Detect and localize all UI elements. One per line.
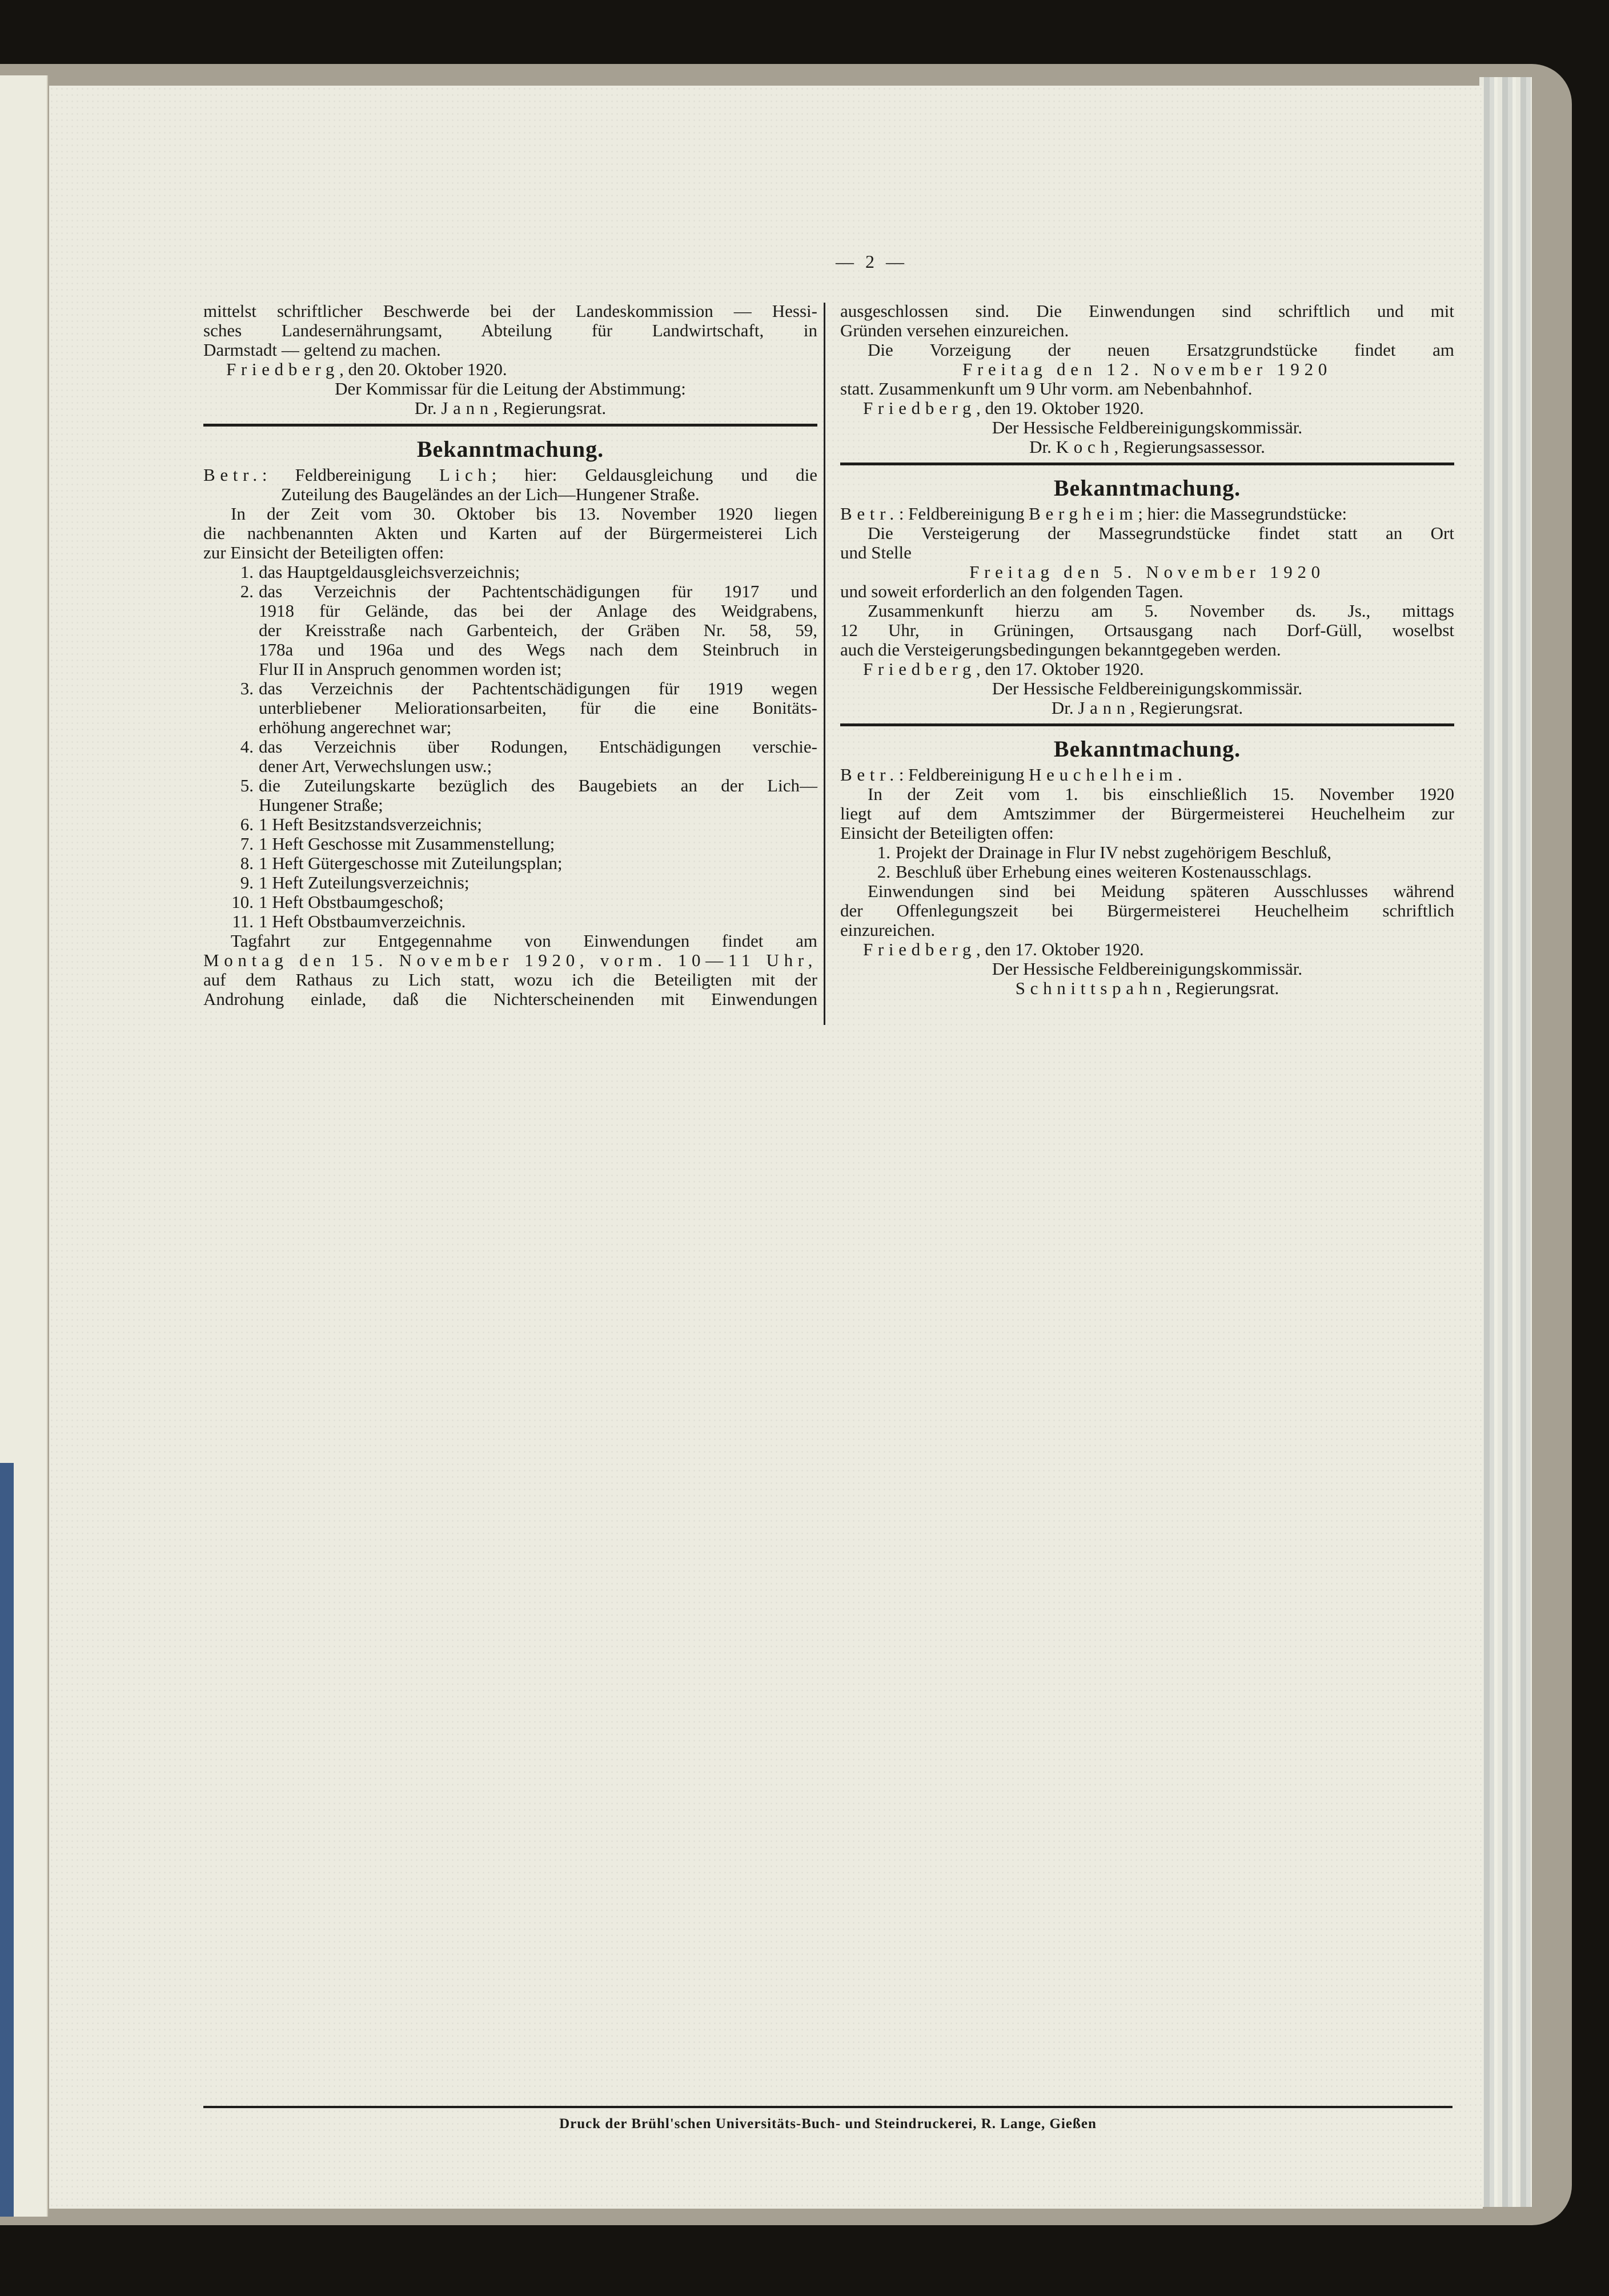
text-line: Der Hessische Feldbereinigungskommissär. — [992, 678, 1303, 698]
text-segment: Schnittspahn — [1015, 978, 1167, 998]
text-line: einzureichen. — [840, 920, 936, 940]
list-item — [203, 737, 817, 776]
text-segment: Jann — [441, 398, 493, 418]
text-segment: : Feldbereinigung — [262, 465, 440, 485]
text-line: auch die Versteigerungsbedingungen bekanntgegeben werden. — [840, 640, 1281, 660]
text-line: liegt auf dem Amtszimmer der Bürgermeisterei Heuchelheim zur — [840, 803, 1454, 823]
list-number: 6. — [240, 814, 254, 834]
section-rule — [203, 424, 817, 427]
text-line: auf dem Rathaus zu Lich statt, wozu ich die Beteiligten mit der — [203, 970, 817, 990]
list-number: 4. — [240, 737, 254, 757]
list-item — [840, 843, 1454, 862]
text-line: Einwendungen sind bei Meidung späteren Ausschlusses während — [868, 881, 1454, 901]
list-item — [203, 873, 817, 892]
binding-strip — [0, 1463, 14, 2217]
text-line: und Stelle — [840, 542, 912, 562]
text-segment: , Regierungsrat. — [493, 398, 607, 418]
text-line — [840, 765, 1454, 785]
signature-block — [840, 360, 1454, 379]
list-item — [203, 912, 817, 931]
paragraph — [840, 379, 1454, 399]
printer-imprint: Druck der Brühl'schen Universitäts-Buch- und Steindruckerei, R. Lange, Gießen — [559, 2116, 1097, 2132]
list-number: 10. — [231, 892, 254, 912]
text-line: die Zuteilungskarte bezüglich des Baugebiets an der Lich— — [259, 775, 817, 795]
text-segment: , Regierungsrat. — [1166, 978, 1279, 998]
signature-block — [840, 959, 1454, 998]
text-line — [840, 399, 1454, 418]
text-line: Die Versteigerung der Massegrundstücke findet statt an Ort — [868, 523, 1454, 543]
text-segment: Friedberg — [226, 359, 340, 379]
text-line — [840, 940, 1454, 959]
paragraph — [840, 340, 1454, 360]
text-line: zur Einsicht der Beteiligten offen: — [203, 542, 444, 562]
text-line: sches Landesernährungsamt, Abteilung für Landwirtschaft, in — [203, 320, 817, 340]
footer-rule — [203, 2106, 1452, 2108]
text-segment: Friedberg — [863, 939, 977, 959]
text-line: das Hauptgeldausgleichsverzeichnis; — [259, 562, 520, 582]
list-number: 9. — [240, 872, 254, 892]
text-segment: Betr. — [840, 504, 899, 524]
text-line: Darmstadt — geltend zu machen. — [203, 340, 441, 360]
text-line: Der Hessische Feldbereinigungskommissär. — [992, 959, 1303, 979]
text-line — [203, 951, 817, 970]
text-segment: Freitag den 5. November 1920 — [969, 562, 1325, 582]
list-item — [203, 679, 817, 737]
signature-block — [840, 418, 1454, 457]
text-line — [840, 504, 1454, 524]
list-item — [203, 834, 817, 854]
text-segment: Betr. — [203, 465, 262, 485]
notice-heading: Bekanntmachung. — [1053, 736, 1241, 762]
signature-block — [203, 379, 817, 418]
list-number: 7. — [240, 834, 254, 854]
text-line: Gründen versehen einzureichen. — [840, 320, 1069, 340]
list-number: 3. — [240, 678, 254, 698]
text-line: 1 Heft Besitzstandsverzeichnis; — [259, 814, 482, 834]
text-line: 1918 für Gelände, das bei der Anlage des Weidgrabens, — [259, 601, 817, 621]
text-line — [203, 465, 817, 485]
text-line: Androhung einlade, daß die Nichterscheinenden mit Einwendungen — [203, 989, 817, 1009]
text-segment: , den 19. Oktober 1920. — [976, 398, 1144, 418]
text-line: 178a und 196a und des Wegs nach dem Steinbruch in — [259, 640, 817, 660]
text-line: Die Vorzeigung der neuen Ersatzgrundstücke findet am — [868, 340, 1454, 360]
text-line — [840, 979, 1454, 998]
list-number: 2. — [877, 862, 890, 882]
text-line: erhöhung angerechnet war; — [259, 717, 452, 737]
paragraph — [203, 301, 817, 360]
text-line: Einsicht der Beteiligten offen: — [840, 823, 1054, 843]
list-item — [203, 776, 817, 815]
text-line — [840, 660, 1454, 679]
text-segment: Bergheim — [1029, 504, 1138, 524]
document-page — [49, 86, 1483, 2209]
text-line: 1 Heft Zuteilungsverzeichnis; — [259, 872, 470, 892]
text-line: Flur II in Anspruch genommen worden ist; — [259, 659, 562, 679]
text-line: Der Hessische Feldbereinigungskommissär. — [992, 417, 1303, 437]
dateline — [840, 399, 1454, 418]
text-segment: ; hier: die Massegrundstücke: — [1138, 504, 1347, 524]
text-segment: Lich — [439, 465, 492, 485]
text-segment: , Regierungsassessor. — [1114, 437, 1265, 457]
list-item — [203, 582, 817, 679]
right-column — [840, 301, 1454, 998]
text-segment: Betr. — [840, 765, 899, 785]
text-segment: , den 17. Oktober 1920. — [976, 939, 1144, 959]
text-segment: Jann — [1078, 698, 1130, 718]
text-line: die nachbenannten Akten und Karten auf der Bürgermeisterei Lich — [203, 523, 817, 543]
text-segment: Freitag den 12. November 1920 — [962, 359, 1332, 379]
list-item — [203, 892, 817, 912]
paragraph — [203, 504, 817, 562]
section-rule — [840, 463, 1454, 465]
paragraph — [840, 524, 1454, 562]
text-line — [840, 437, 1454, 457]
paragraph — [840, 882, 1454, 940]
text-line: das Verzeichnis über Rodungen, Entschädigungen verschie- — [259, 737, 817, 757]
text-line: 1 Heft Geschosse mit Zusammenstellung; — [259, 834, 555, 854]
text-segment: Dr. — [414, 398, 442, 418]
text-segment: , Regierungsrat. — [1130, 698, 1243, 718]
text-line: Hungener Straße; — [259, 795, 383, 815]
text-segment: Friedberg — [863, 398, 977, 418]
text-line — [203, 360, 817, 379]
list-number: 1. — [240, 562, 254, 582]
text-line: mittelst schriftlicher Beschwerde bei der Landeskommission — Hessi- — [203, 301, 817, 321]
text-line: ausgeschlossen sind. Die Einwendungen sind schriftlich und mit — [840, 301, 1454, 321]
text-line — [840, 562, 1454, 582]
text-line: Zuteilung des Baugeländes an der Lich—Hungener Straße. — [281, 484, 700, 504]
text-line: Der Kommissar für die Leitung der Abstimmung: — [335, 379, 686, 399]
facing-page-edge — [0, 75, 48, 2217]
dateline — [203, 360, 817, 379]
page-stack-edges — [1479, 77, 1532, 2207]
list-item — [840, 862, 1454, 882]
text-line: Beschluß über Erhebung eines weiteren Kostenausschlags. — [896, 862, 1312, 882]
section-rule — [840, 723, 1454, 726]
text-line: In der Zeit vom 30. Oktober bis 13. November 1920 liegen — [231, 504, 817, 524]
text-line: Projekt der Drainage in Flur IV nebst zugehörigem Beschluß, — [896, 842, 1332, 862]
paragraph — [203, 931, 817, 1009]
text-line: In der Zeit vom 1. bis einschließlich 15. November 1920 — [868, 784, 1454, 804]
subject-line — [203, 465, 817, 504]
text-segment: , den 20. Oktober 1920. — [339, 359, 507, 379]
text-line: 1 Heft Gütergeschosse mit Zuteilungsplan; — [259, 853, 563, 873]
text-segment: , den 17. Oktober 1920. — [976, 659, 1144, 679]
list-item — [203, 815, 817, 834]
dateline — [840, 660, 1454, 679]
text-segment: Montag den 15. November 1920, vorm. 10—11 Uhr, — [203, 950, 817, 970]
text-line: dener Art, Verwechslungen usw.; — [259, 756, 492, 776]
text-line: und soweit erforderlich an den folgenden Tagen. — [840, 581, 1183, 601]
text-line: der Kreisstraße nach Garbenteich, der Gräben Nr. 58, 59, — [259, 620, 817, 640]
paragraph — [840, 765, 1454, 785]
text-line: 1 Heft Obstbaumverzeichnis. — [259, 911, 466, 931]
notice-heading: Bekanntmachung. — [1053, 475, 1241, 501]
text-segment: ; hier: Geldausgleichung und die — [491, 465, 818, 485]
text-segment: Koch — [1056, 437, 1114, 457]
text-line: 1 Heft Obstbaumgeschoß; — [259, 892, 444, 912]
list-number: 11. — [232, 911, 254, 931]
paragraph — [840, 785, 1454, 843]
text-line — [840, 698, 1454, 718]
text-line: der Offenlegungszeit bei Bürgermeisterei Heuchelheim schriftlich — [840, 900, 1454, 920]
text-line — [203, 399, 817, 418]
text-line: das Verzeichnis der Pachtentschädigungen für 1919 wegen — [259, 678, 817, 698]
paragraph — [840, 301, 1454, 340]
text-segment: Dr. — [1051, 698, 1078, 718]
text-line: 12 Uhr, in Grüningen, Ortsausgang nach Dorf-Güll, woselbst — [840, 620, 1454, 640]
text-segment: Heuchelheim. — [1029, 765, 1187, 785]
list-number: 1. — [877, 842, 890, 862]
text-line: statt. Zusammenkunft um 9 Uhr vorm. am Nebenbahnhof. — [840, 379, 1253, 399]
text-line: unterbliebener Meliorationsarbeiten, für die eine Bonitäts- — [259, 698, 817, 718]
page-number: — 2 — — [836, 251, 908, 272]
dateline — [840, 940, 1454, 959]
text-line: das Verzeichnis der Pachtentschädigungen für 1917 und — [259, 581, 817, 601]
paragraph — [840, 582, 1454, 601]
text-segment: : Feldbereinigung — [898, 765, 1029, 785]
column-divider — [824, 303, 825, 1025]
list-number: 5. — [240, 775, 254, 795]
notice-heading: Bekanntmachung. — [416, 436, 604, 462]
signature-block — [840, 562, 1454, 582]
text-segment: Friedberg — [863, 659, 977, 679]
list-number: 2. — [240, 581, 254, 601]
text-line — [840, 360, 1454, 379]
list-item — [203, 562, 817, 582]
text-segment: Dr. — [1029, 437, 1056, 457]
left-column — [203, 301, 817, 1009]
text-line: Tagfahrt zur Entgegennahme von Einwendungen findet am — [231, 931, 817, 951]
paragraph — [840, 504, 1454, 524]
signature-block — [840, 679, 1454, 718]
text-line: Zusammenkunft hierzu am 5. November ds. Js., mittags — [868, 601, 1454, 621]
list-number: 8. — [240, 853, 254, 873]
paragraph — [840, 601, 1454, 660]
list-item — [203, 854, 817, 873]
text-segment: : Feldbereinigung — [898, 504, 1029, 524]
